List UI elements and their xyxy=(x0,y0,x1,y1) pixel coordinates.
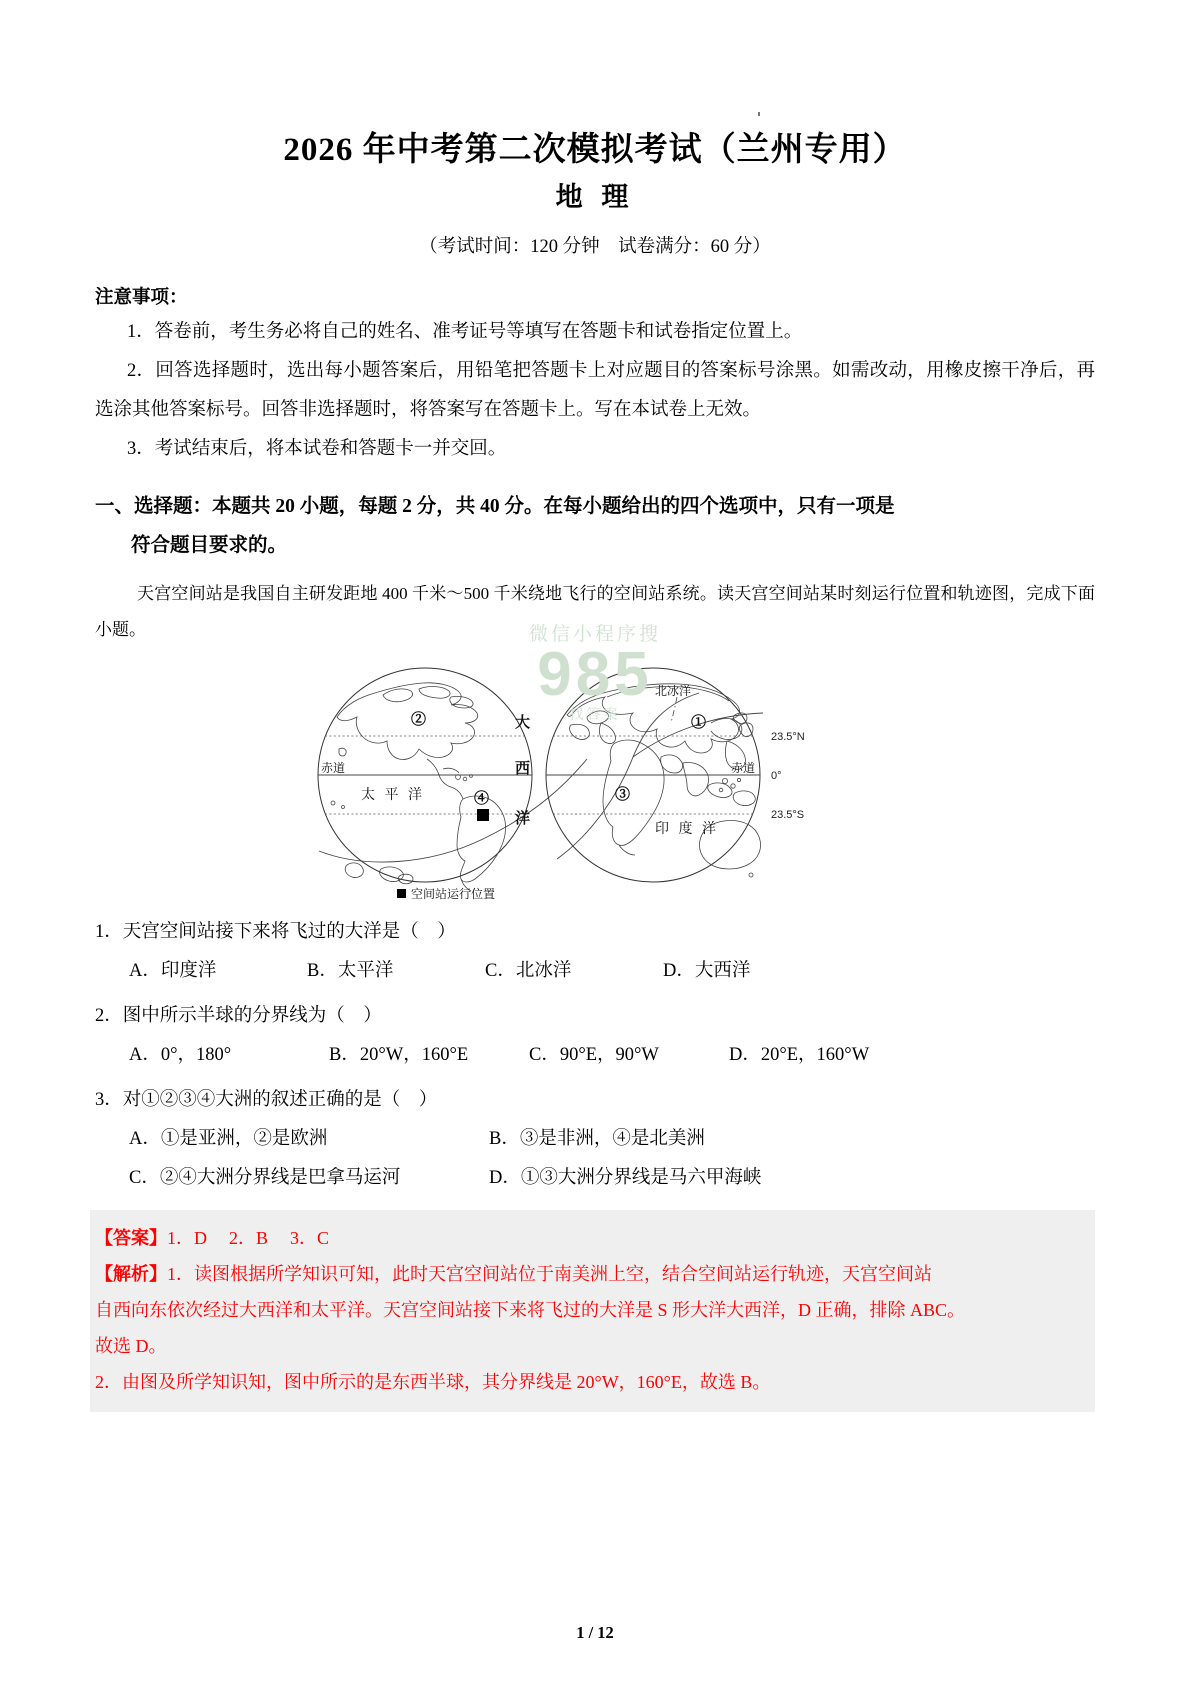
station-position-marker xyxy=(477,809,489,821)
question-1-options xyxy=(95,950,1095,989)
left-globe-atlantic-char1: 大 xyxy=(515,714,531,731)
analysis-text-1: 1．读图根据所学知识可知，此时天宫空间站位于南美洲上空，结合空间站运行轨迹，天宫空间站 xyxy=(167,1263,932,1284)
question-2-option-b[interactable]: B．20°W，160°E xyxy=(329,1044,469,1065)
answer-line xyxy=(95,1220,1095,1256)
analysis-line-3: 故选 D。 xyxy=(95,1335,167,1356)
left-globe-marker-4: ④ xyxy=(474,790,490,807)
right-globe-indian-label: 印 度 洋 xyxy=(655,821,719,837)
answer-item-1: 1．D xyxy=(167,1227,207,1248)
question-3-option-b[interactable]: B．③是非洲，④是北美洲 xyxy=(489,1128,705,1149)
hemispheres-svg xyxy=(215,653,975,903)
question-3-options-row1 xyxy=(95,1118,1095,1157)
stray-dot-artifact xyxy=(758,112,760,116)
exam-info: （考试时间：120 分钟 试卷满分：60 分） xyxy=(419,236,771,257)
question-1-option-c[interactable]: C．北冰洋 xyxy=(485,960,572,981)
question-2-option-a[interactable]: A．0°，180° xyxy=(129,1044,232,1065)
right-globe-arctic-label: 北冰洋 xyxy=(655,683,692,698)
question-2-option-c[interactable]: C．90°E，90°W xyxy=(529,1044,659,1065)
section-heading xyxy=(95,487,1095,567)
notice-item-1: 1．答卷前，考生务必将自己的姓名、准考证号等填写在答题卡和试卷指定位置上。 xyxy=(127,321,803,342)
watermark-sub-text: 找答案 xyxy=(569,706,621,723)
left-globe-atlantic-char2: 西 xyxy=(515,760,531,777)
legend-marker-icon xyxy=(397,889,406,898)
analysis-line-4: 2．由图及所学知识知，图中所示的是东西半球，其分界线是 20°W，160°E，故选 B。 xyxy=(95,1371,771,1392)
question-2-stem: 2．图中所示半球的分界线为（ ） xyxy=(95,1005,382,1026)
page-title: 2026 年中考第二次模拟考试（兰州专用） xyxy=(283,132,907,168)
analysis-line-2: 自西向东依次经过大西洋和太平洋。天宫空间站接下来将飞过的大洋是 S 形大洋大西洋，D 正确，排除 ABC。 xyxy=(95,1299,966,1320)
section-heading-line1: 一、选择题：本题共 20 小题，每题 2 分，共 40 分。在每小题给出的四个选项中，只有一项是 xyxy=(95,495,895,517)
watermark-top-text: 微信小程序搜 xyxy=(528,623,662,645)
latitude-label-group xyxy=(771,731,805,821)
question-3-option-a[interactable]: A．①是亚洲，②是欧洲 xyxy=(129,1128,328,1149)
notice-item-2: 2．回答选择题时，选出每小题答案后，用铅笔把答题卡上对应题目的答案标号涂黑。如需改动，用橡皮擦干净后，再选涂其他答案标号。回答非选择题时，将答案写在答题卡上。写在本试卷上无效。 xyxy=(95,360,1095,421)
latitude-label-23s: 23.5°S xyxy=(771,808,805,821)
question-1-option-b[interactable]: B．太平洋 xyxy=(307,960,394,981)
answer-item-3: 3．C xyxy=(290,1227,330,1248)
right-globe-marker-3: ③ xyxy=(615,786,631,803)
left-globe-equator-label: 赤道 xyxy=(321,760,346,775)
question-3-option-d[interactable]: D．①③大洲分界线是马六甲海峡 xyxy=(489,1167,762,1188)
figure-legend xyxy=(397,886,495,901)
question-3-options-row2 xyxy=(95,1157,1095,1196)
answer-item-2: 2．B xyxy=(229,1227,269,1248)
question-3-stem: 3．对①②③④大洲的叙述正确的是（ ） xyxy=(95,1089,438,1110)
question-2-options xyxy=(95,1034,1095,1073)
left-globe-atlantic-char3: 洋 xyxy=(515,810,531,827)
question-1-stem: 1．天宫空间站接下来将飞过的大洋是（ ） xyxy=(95,921,456,942)
right-globe xyxy=(546,668,763,882)
latitude-label-23n: 23.5°N xyxy=(771,730,805,743)
legend-label: 空间站运行位置 xyxy=(411,886,496,901)
analysis-line-1 xyxy=(95,1256,1095,1292)
right-globe-marker-1: ① xyxy=(691,714,707,731)
section-heading-line2: 符合题目要求的。 xyxy=(131,535,288,557)
answer-analysis-block xyxy=(90,1210,1095,1412)
page-number: 1 / 12 xyxy=(576,1623,614,1642)
question-2-option-d[interactable]: D．20°E，160°W xyxy=(729,1044,870,1065)
analysis-tag: 【解析】 xyxy=(95,1263,167,1284)
answer-tag: 【答案】 xyxy=(95,1227,167,1248)
notice-item-3: 3．考试结束后，将本试卷和答题卡一并交回。 xyxy=(127,439,507,460)
left-globe-marker-2: ② xyxy=(411,711,427,728)
question-1-option-d[interactable]: D．大西洋 xyxy=(663,960,751,981)
notice-heading: 注意事项： xyxy=(95,287,188,308)
page-footer xyxy=(0,1623,1190,1643)
question-1-option-a[interactable]: A．印度洋 xyxy=(129,960,217,981)
watermark-big-text: 985 xyxy=(537,639,653,709)
subject-title: 地 理 xyxy=(555,181,635,212)
hemispheres-figure xyxy=(95,623,1095,905)
right-globe-equator-label: 赤道 xyxy=(731,760,756,775)
question-3-option-c[interactable]: C．②④大洲分界线是巴拿马运河 xyxy=(129,1167,401,1188)
left-globe-pacific-label: 太 平 洋 xyxy=(361,787,425,803)
latitude-label-0: 0° xyxy=(771,769,782,782)
left-globe xyxy=(318,668,587,891)
passage-text: 天宫空间站是我国自主研发距地 400 千米～500 千米绕地飞行的空间站系统。读天宫空间站某时刻运行位置和轨迹图，完成下面小题。 xyxy=(95,584,1095,640)
